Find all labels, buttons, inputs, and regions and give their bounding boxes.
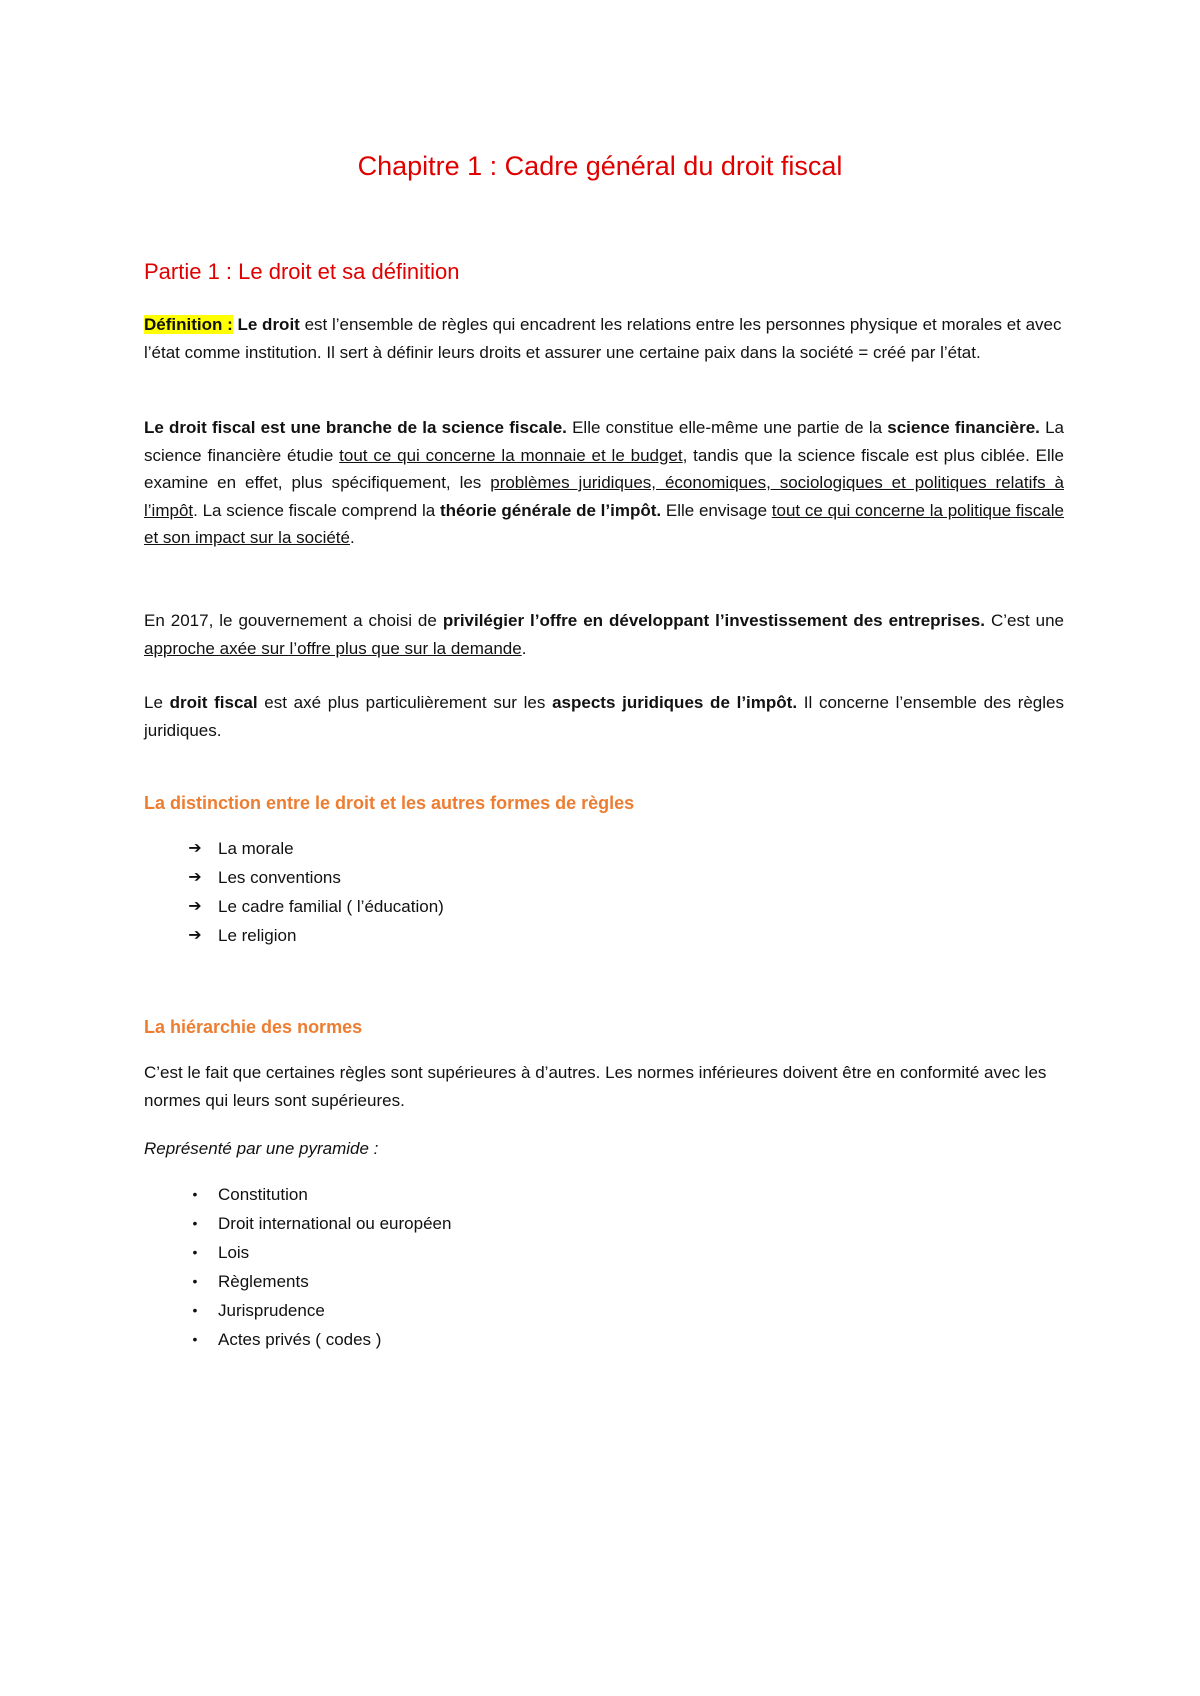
list-item-label: Constitution (218, 1185, 308, 1204)
para3-underline: approche axée sur l’offre plus que sur la demande (144, 639, 522, 658)
arrow-right-icon: ➔ (188, 869, 202, 886)
list-item (185, 1180, 451, 1209)
para3-text: . (521, 639, 527, 658)
section1-heading: Partie 1 : Le droit et sa définition (144, 259, 460, 284)
section3-heading: La hiérarchie des normes (144, 1017, 363, 1037)
list-item-label: La morale (218, 839, 294, 858)
list-item (185, 1325, 451, 1354)
hierarchie-paragraph: C’est le fait que certaines règles sont supérieures à d’autres. Les normes inférieures doivent être en conformité avec les normes qui leurs sont supérieures. (144, 1063, 1047, 1110)
bullet-icon: • (192, 1244, 198, 1260)
list-item-label: Lois (218, 1243, 250, 1262)
section2-heading: La distinction entre le droit et les autres formes de règles (144, 793, 635, 813)
list-item (185, 1238, 451, 1267)
para2-bold-lead: Le droit fiscal est une branche de la science fiscale. (144, 418, 567, 437)
list-item (185, 863, 444, 892)
list-item-label: Actes privés ( codes ) (218, 1330, 382, 1349)
para2-text: . La science fiscale comprend la (193, 500, 440, 520)
para4-text: Le (144, 693, 170, 712)
para3-bold: privilégier l’offre en développant l’investissement des entreprises. (442, 611, 985, 630)
bullet-icon: • (192, 1331, 198, 1347)
droit-fiscal-paragraph (144, 689, 1064, 745)
para3-text: En 2017, le gouvernement a choisi de (144, 611, 443, 630)
definition-term: Le droit (237, 315, 300, 334)
para2-text: , tandis que la science fiscale est plus ciblée. Elle examine en effet, plus spécifiquement, les (144, 445, 1064, 492)
para4-bold: aspects juridiques de l’impôt. (552, 693, 798, 712)
list-item-label: Le cadre familial ( l’éducation) (218, 897, 444, 916)
list-item-label: Les conventions (218, 868, 341, 887)
para2-underline: tout ce qui concerne la politique fiscale et son impact sur la société (144, 500, 1064, 547)
para2-underline: problèmes juridiques, économiques, sociologiques et politiques relatifs à l’impôt (144, 473, 1064, 520)
definition-paragraph (144, 311, 1064, 367)
list-item-label: Règlements (218, 1272, 309, 1291)
arrow-right-icon: ➔ (188, 927, 202, 944)
para2-bold: science financière. (887, 418, 1040, 437)
definition-label: Définition : (144, 315, 233, 334)
para4-text: Il concerne l’ensemble des règles juridiques. (144, 693, 1064, 740)
list-item (185, 921, 444, 950)
para4-text: est axé plus particulièrement sur les (257, 693, 553, 712)
bullet-icon: • (192, 1302, 198, 1318)
bullet-icon: • (192, 1273, 198, 1289)
para2-text: La science financière étudie (144, 418, 1065, 465)
pyramid-label: Représenté par une pyramide : (144, 1139, 379, 1158)
arrow-right-icon: ➔ (188, 840, 202, 857)
para2-text: . (349, 528, 355, 547)
list-item-label: Jurisprudence (218, 1301, 325, 1320)
science-fiscale-paragraph (144, 414, 1064, 552)
para2-text: Elle envisage (661, 500, 772, 520)
arrow-right-icon: ➔ (188, 898, 202, 915)
para3-text: C’est une (984, 611, 1065, 630)
list-item (185, 1296, 451, 1325)
list-item (185, 892, 444, 921)
definition-text: est l’ensemble de règles qui encadrent les relations entre les personnes physique et morales et avec l’état comme institution. Il sert à définir leurs droits et assurer une certaine paix dans la société = créé par l’état. (144, 315, 1062, 362)
bullet-icon: • (192, 1186, 198, 1202)
chapter-title: Chapitre 1 : Cadre général du droit fiscal (357, 151, 843, 181)
para2-underline: tout ce qui concerne la monnaie et le budget (339, 445, 683, 465)
para2-text: Elle constitue elle-même une partie de la (566, 418, 888, 437)
distinction-list (185, 834, 444, 950)
bullet-icon: • (192, 1215, 198, 1231)
list-item-label: Le religion (218, 926, 297, 945)
list-item-label: Droit international ou européen (218, 1214, 452, 1233)
para4-bold: droit fiscal (169, 693, 258, 712)
norms-list (185, 1180, 451, 1354)
list-item (185, 1267, 451, 1296)
list-item (185, 1209, 451, 1238)
gouvernement-paragraph (144, 607, 1064, 663)
list-item (185, 834, 444, 863)
para2-bold: théorie générale de l’impôt. (439, 500, 662, 520)
